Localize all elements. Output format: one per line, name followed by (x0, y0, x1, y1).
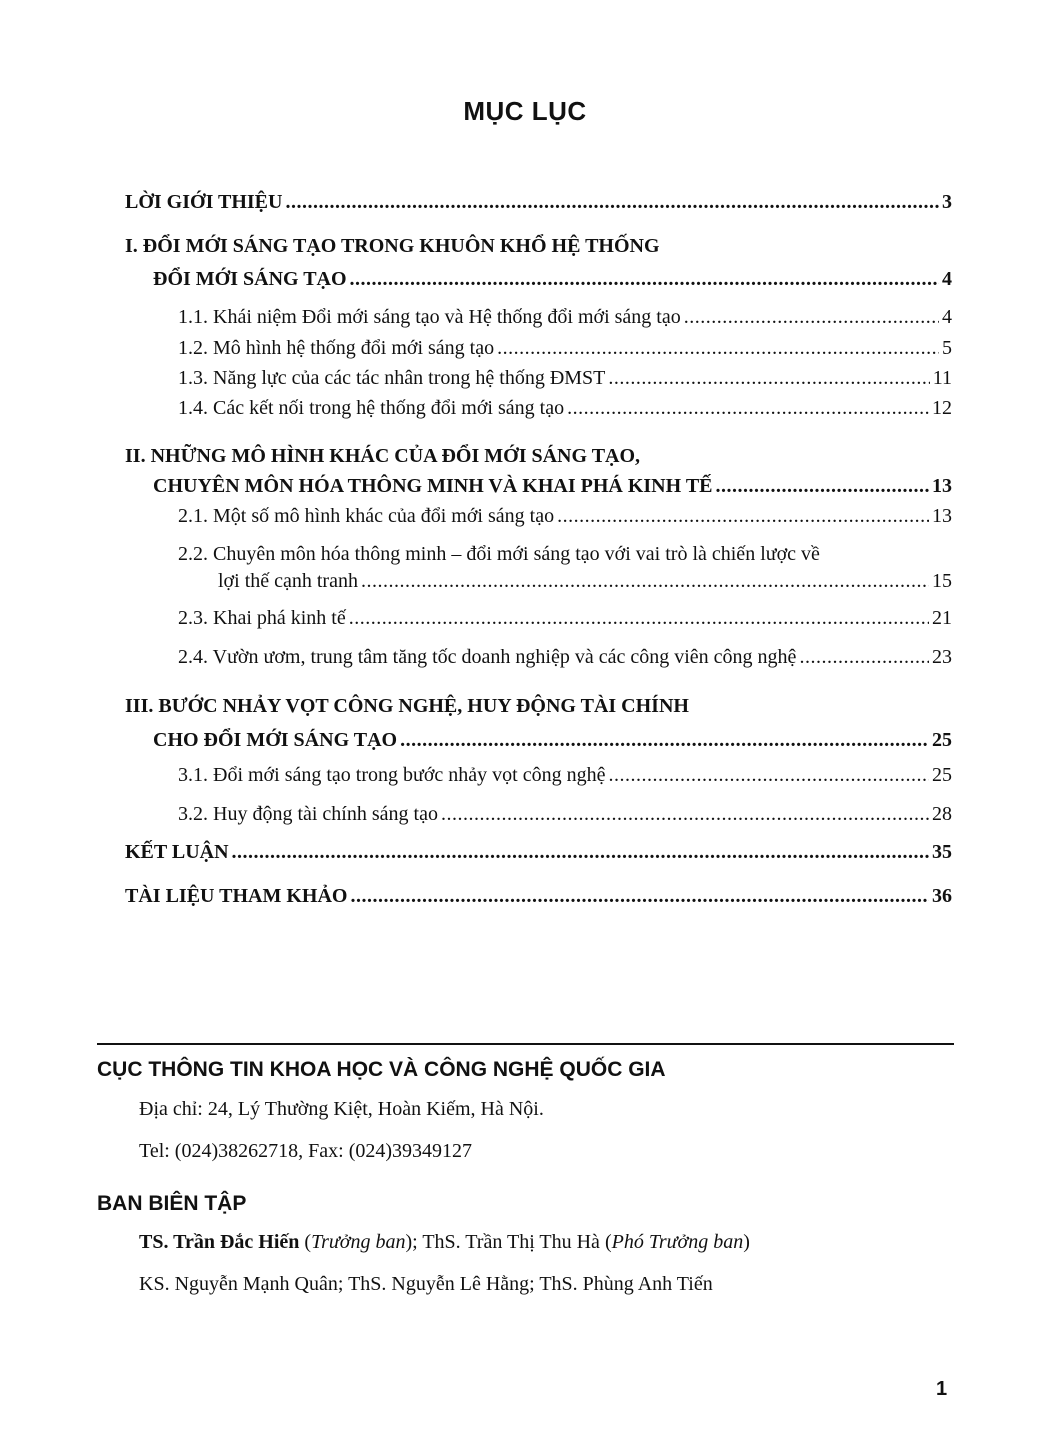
toc-entry-references[interactable]: TÀI LIỆU THAM KHẢO ..... 36 (125, 883, 952, 909)
toc-item-1-4[interactable]: 1.4. Các kết nối trong hệ thống đổi mới sáng tạo ..... 12 (178, 395, 952, 421)
toc-item-1-3[interactable]: 1.3. Năng lực của các tác nhân trong hệ thống ĐMST ..... 11 (178, 365, 952, 391)
divider (97, 1043, 954, 1045)
publisher-name: CỤC THÔNG TIN KHOA HỌC VÀ CÔNG NGHỆ QUỐC GIA (97, 1058, 666, 1081)
editorial-leaders: TS. Trần Đắc Hiến (Trưởng ban); ThS. Trần Thị Thu Hà (Phó Trưởng ban) (139, 1231, 750, 1253)
toc-entry-intro[interactable]: LỜI GIỚI THIỆU ..... 3 (125, 189, 952, 215)
toc-item-3-1[interactable]: 3.1. Đổi mới sáng tạo trong bước nhảy vọt công nghệ ..... 25 (178, 762, 952, 788)
page-title: MỤC LỤC (463, 96, 587, 126)
editor-in-chief-name: TS. Trần Đắc Hiến (139, 1231, 300, 1253)
editorial-heading: BAN BIÊN TẬP (97, 1192, 247, 1215)
toc-item-1-1[interactable]: 1.1. Khái niệm Đổi mới sáng tạo và Hệ thống đổi mới sáng tạo ..... 4 (178, 304, 952, 330)
toc-section-3[interactable]: CHO ĐỔI MỚI SÁNG TẠO ..... 25 (153, 727, 952, 753)
editor-in-chief-role: Trưởng ban (311, 1231, 406, 1253)
toc-item-2-2-title: 2.2. Chuyên môn hóa thông minh – đổi mới sáng tạo với vai trò là chiến lược về (178, 543, 820, 565)
deputy-editor-name: ThS. Trần Thị Thu Hà (422, 1231, 600, 1253)
toc-section-1[interactable]: ĐỔI MỚI SÁNG TẠO ..... 4 (153, 266, 952, 292)
toc-item-2-3[interactable]: 2.3. Khai phá kinh tế ..... 21 (178, 605, 952, 631)
publisher-address: Địa chỉ: 24, Lý Thường Kiệt, Hoàn Kiếm, Hà Nội. (139, 1098, 544, 1120)
toc-section-2[interactable]: CHUYÊN MÔN HÓA THÔNG MINH VÀ KHAI PHÁ KINH TẾ ..... 13 (153, 473, 952, 499)
page-number: 1 (936, 1378, 948, 1400)
toc-entry-conclusion[interactable]: KẾT LUẬN ..... 35 (125, 839, 952, 865)
editorial-members: KS. Nguyễn Mạnh Quân; ThS. Nguyễn Lê Hằng; ThS. Phùng Anh Tiến (139, 1273, 713, 1295)
toc-item-2-1[interactable]: 2.1. Một số mô hình khác của đổi mới sáng tạo ..... 13 (178, 503, 952, 529)
publisher-contact: Tel: (024)38262718, Fax: (024)39349127 (139, 1140, 473, 1162)
toc-section-1-title: I. ĐỔI MỚI SÁNG TẠO TRONG KHUÔN KHỔ HỆ THỐNG (125, 235, 660, 257)
deputy-editor-role: Phó Trưởng ban (611, 1231, 744, 1253)
toc-item-1-2[interactable]: 1.2. Mô hình hệ thống đổi mới sáng tạo ..... 5 (178, 335, 952, 361)
toc-item-2-2[interactable]: lợi thế cạnh tranh ..... 15 (218, 568, 952, 594)
toc-item-2-4[interactable]: 2.4. Vườn ươm, trung tâm tăng tốc doanh nghiệp và các công viên công nghệ ..... 23 (178, 644, 952, 670)
toc-item-3-2[interactable]: 3.2. Huy động tài chính sáng tạo ..... 28 (178, 801, 952, 827)
toc-section-2-title: II. NHỮNG MÔ HÌNH KHÁC CỦA ĐỔI MỚI SÁNG TẠO, (125, 445, 641, 467)
toc-section-3-title: III. BƯỚC NHẢY VỌT CÔNG NGHỆ, HUY ĐỘNG TÀI CHÍNH (125, 695, 689, 717)
